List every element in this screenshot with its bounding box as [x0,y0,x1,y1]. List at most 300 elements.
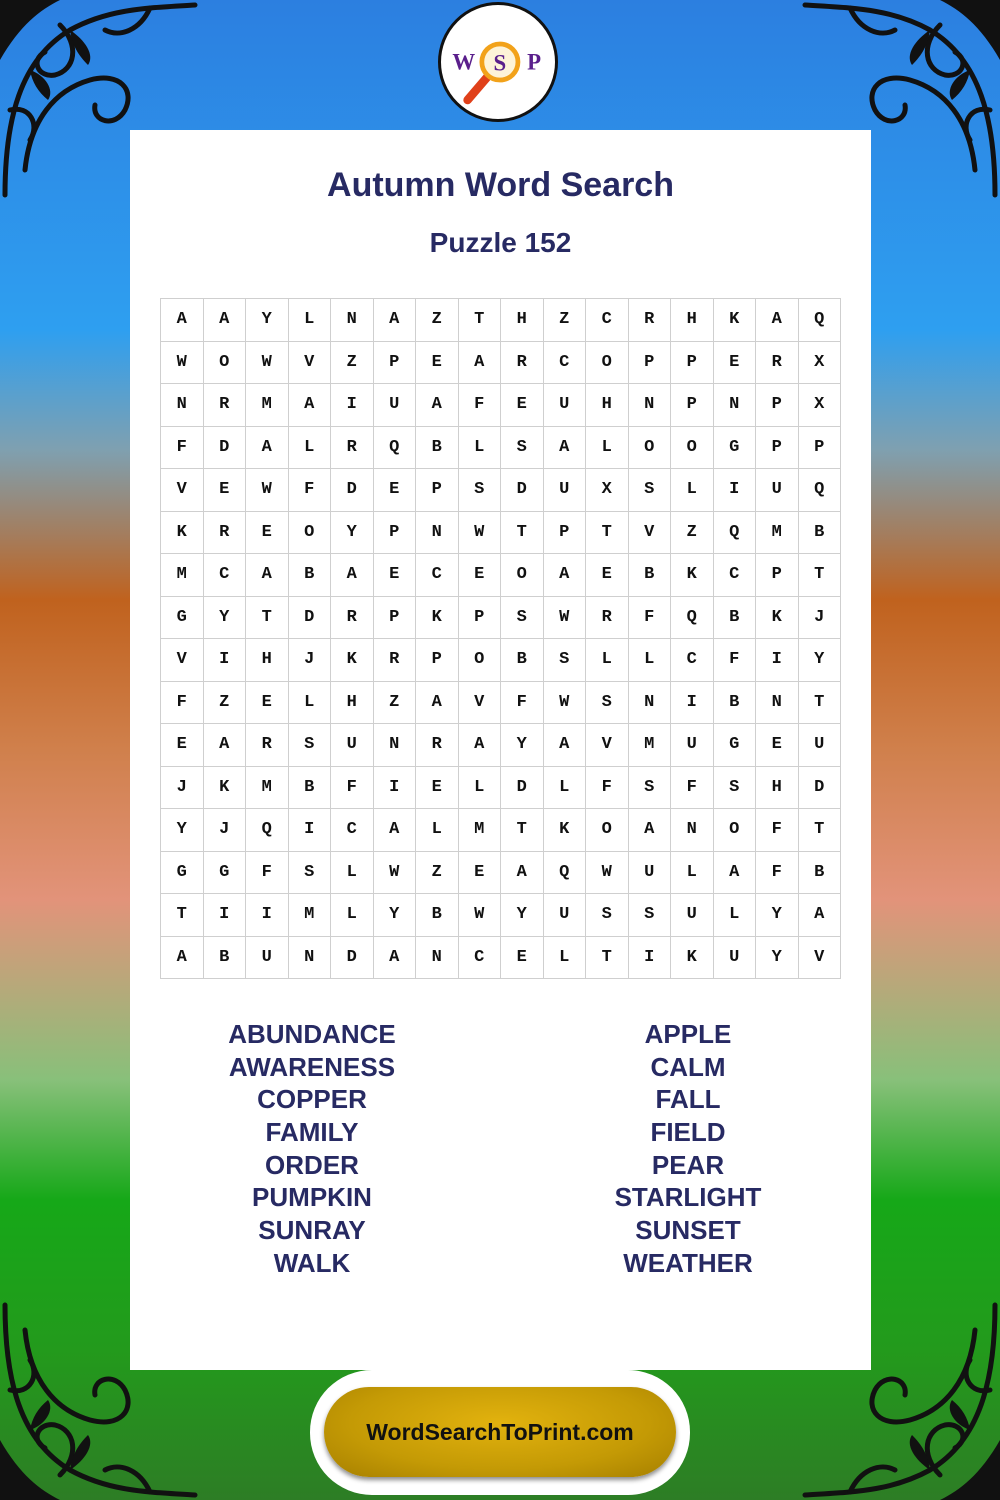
grid-cell: B [628,554,671,597]
grid-cell: A [501,851,544,894]
grid-row [161,469,841,512]
grid-cell: U [543,384,586,427]
wsp-logo [438,2,558,122]
grid-cell: Y [203,596,246,639]
grid-cell: M [246,766,289,809]
grid-cell: Q [543,851,586,894]
grid-cell: K [203,766,246,809]
grid-cell: L [288,299,331,342]
grid-cell: U [331,724,374,767]
grid-cell: I [628,936,671,979]
grid-cell: A [373,809,416,852]
grid-cell: D [203,426,246,469]
grid-cell: F [628,596,671,639]
grid-cell: Q [671,596,714,639]
grid-cell: Z [543,299,586,342]
grid-cell: L [628,639,671,682]
grid-cell: B [288,766,331,809]
grid-cell: U [373,384,416,427]
grid-cell: B [713,681,756,724]
grid-cell: R [501,341,544,384]
grid-cell: P [373,341,416,384]
grid-cell: O [288,511,331,554]
grid-cell: C [671,639,714,682]
grid-cell: S [628,894,671,937]
grid-cell: Z [331,341,374,384]
grid-cell: Y [798,639,841,682]
grid-cell: U [713,936,756,979]
grid-cell: W [543,681,586,724]
grid-cell: M [628,724,671,767]
grid-cell: K [671,554,714,597]
grid-cell: B [416,894,459,937]
grid-cell: B [501,639,544,682]
grid-cell: M [756,511,799,554]
grid-cell: N [288,936,331,979]
grid-cell: E [756,724,799,767]
grid-cell: S [288,724,331,767]
grid-cell: R [416,724,459,767]
grid-cell: U [671,724,714,767]
grid-cell: S [628,469,671,512]
grid-cell: C [586,299,629,342]
grid-cell: N [331,299,374,342]
grid-cell: L [543,766,586,809]
grid-cell: F [586,766,629,809]
word-list-item: PUMPKIN [252,1182,372,1213]
grid-row [161,384,841,427]
grid-cell: E [373,469,416,512]
grid-cell: I [203,639,246,682]
grid-cell: O [203,341,246,384]
grid-cell: F [161,426,204,469]
grid-cell: S [501,426,544,469]
grid-cell: A [543,426,586,469]
logo-letter-p: P [527,49,542,75]
grid-cell: R [331,596,374,639]
word-list-item: AWARENESS [228,1051,396,1082]
grid-cell: W [373,851,416,894]
grid-cell: Q [798,469,841,512]
grid-cell: R [203,511,246,554]
grid-cell: E [713,341,756,384]
grid-cell: E [246,511,289,554]
grid-cell: E [161,724,204,767]
grid-row [161,596,841,639]
grid-cell: D [331,469,374,512]
grid-cell: Z [671,511,714,554]
grid-cell: T [586,936,629,979]
word-list-item: FAMILY [265,1117,359,1148]
grid-cell: A [246,426,289,469]
grid-cell: S [458,469,501,512]
grid-cell: W [543,596,586,639]
grid-cell: L [713,894,756,937]
grid-cell: V [628,511,671,554]
grid-cell: C [543,341,586,384]
grid-cell: W [586,851,629,894]
grid-cell: D [798,766,841,809]
grid-cell: U [671,894,714,937]
grid-cell: T [458,299,501,342]
word-list-item: COPPER [257,1084,367,1115]
grid-cell: A [161,936,204,979]
grid-cell: A [798,894,841,937]
grid-cell: I [288,809,331,852]
grid-cell: P [416,469,459,512]
grid-cell: T [798,809,841,852]
grid-cell: R [756,341,799,384]
word-list-item: SUNSET [635,1215,741,1246]
grid-cell: P [416,639,459,682]
grid-row [161,681,841,724]
grid-cell: F [288,469,331,512]
grid-cell: N [713,384,756,427]
grid-cell: K [331,639,374,682]
site-label: WordSearchToPrint.com [366,1418,634,1445]
word-list-item: STARLIGHT [614,1182,762,1213]
grid-cell: V [161,469,204,512]
grid-cell: R [203,384,246,427]
grid-cell: E [246,681,289,724]
word-list-right [538,1018,838,1280]
puzzle-sheet [130,130,871,1370]
grid-cell: P [756,426,799,469]
grid-cell: K [161,511,204,554]
grid-cell: C [331,809,374,852]
grid-cell: U [798,724,841,767]
grid-cell: O [586,341,629,384]
grid-cell: S [586,681,629,724]
grid-cell: O [501,554,544,597]
grid-row [161,936,841,979]
grid-cell: A [416,384,459,427]
grid-cell: C [416,554,459,597]
grid-cell: D [331,936,374,979]
word-list-item: APPLE [644,1019,732,1049]
grid-cell: V [161,639,204,682]
grid-cell: W [161,341,204,384]
word-list-item: PEAR [651,1149,725,1180]
grid-cell: Y [501,894,544,937]
grid-row [161,341,841,384]
grid-cell: X [798,341,841,384]
grid-cell: B [203,936,246,979]
grid-cell: R [331,426,374,469]
grid-cell: J [798,596,841,639]
grid-cell: L [331,894,374,937]
grid-cell: E [416,766,459,809]
grid-cell: D [501,469,544,512]
grid-cell: B [798,511,841,554]
grid-cell: M [246,384,289,427]
grid-cell: L [586,639,629,682]
grid-cell: L [288,681,331,724]
grid-cell: J [288,639,331,682]
grid-cell: S [501,596,544,639]
grid-cell: X [798,384,841,427]
grid-cell: B [713,596,756,639]
grid-cell: H [671,299,714,342]
grid-cell: O [458,639,501,682]
grid-cell: Q [246,809,289,852]
grid-cell: P [373,511,416,554]
grid-cell: B [798,851,841,894]
grid-row [161,724,841,767]
grid-cell: U [756,469,799,512]
grid-row [161,894,841,937]
grid-cell: G [203,851,246,894]
grid-cell: A [458,341,501,384]
grid-cell: A [416,681,459,724]
word-list-item: ABUNDANCE [228,1019,396,1049]
grid-cell: H [331,681,374,724]
grid-cell: A [203,299,246,342]
word-list-item: FIELD [650,1117,726,1148]
grid-cell: I [246,894,289,937]
grid-cell: Z [373,681,416,724]
puzzle-number: Puzzle 152 [429,227,572,258]
grid-cell: T [246,596,289,639]
grid-cell: D [288,596,331,639]
grid-cell: F [331,766,374,809]
grid-cell: J [203,809,246,852]
grid-cell: V [288,341,331,384]
grid-cell: C [713,554,756,597]
grid-cell: U [543,469,586,512]
grid-row [161,766,841,809]
grid-cell: A [458,724,501,767]
grid-cell: P [373,596,416,639]
grid-cell: A [331,554,374,597]
grid-cell: R [586,596,629,639]
grid-cell: H [246,639,289,682]
grid-cell: E [458,554,501,597]
grid-row [161,851,841,894]
grid-cell: Y [373,894,416,937]
grid-cell: R [628,299,671,342]
grid-cell: T [501,511,544,554]
grid-cell: Y [756,936,799,979]
grid-cell: T [586,511,629,554]
grid-cell: P [756,384,799,427]
grid-cell: T [798,681,841,724]
grid-cell: Y [756,894,799,937]
grid-cell: W [458,511,501,554]
grid-cell: N [756,681,799,724]
grid-cell: L [543,936,586,979]
grid-row [161,426,841,469]
word-list-item: WALK [273,1247,351,1278]
grid-cell: F [501,681,544,724]
grid-cell: H [501,299,544,342]
grid-cell: A [288,384,331,427]
grid-cell: T [161,894,204,937]
grid-cell: W [246,469,289,512]
grid-cell: A [543,724,586,767]
grid-cell: L [458,766,501,809]
letter-grid [160,298,841,979]
grid-cell: Q [713,511,756,554]
grid-cell: G [713,724,756,767]
grid-cell: U [246,936,289,979]
grid-cell: I [373,766,416,809]
word-list-left [162,1018,462,1280]
grid-cell: V [586,724,629,767]
grid-cell: M [161,554,204,597]
grid-cell: F [756,851,799,894]
grid-cell: R [246,724,289,767]
grid-cell: A [161,299,204,342]
grid-cell: L [288,426,331,469]
grid-cell: E [203,469,246,512]
grid-cell: L [331,851,374,894]
word-list-item: ORDER [265,1149,359,1180]
grid-cell: F [246,851,289,894]
grid-cell: L [416,809,459,852]
site-link-button[interactable] [324,1387,676,1477]
grid-cell: V [798,936,841,979]
grid-cell: G [161,596,204,639]
grid-cell: F [713,639,756,682]
grid-row [161,639,841,682]
grid-cell: L [458,426,501,469]
grid-cell: E [373,554,416,597]
grid-cell: L [586,426,629,469]
grid-cell: I [713,469,756,512]
grid-cell: R [373,639,416,682]
grid-cell: N [416,511,459,554]
grid-cell: I [671,681,714,724]
grid-cell: M [288,894,331,937]
grid-cell: W [458,894,501,937]
grid-cell: N [628,681,671,724]
grid-cell: S [288,851,331,894]
grid-cell: P [458,596,501,639]
grid-cell: G [713,426,756,469]
grid-cell: I [203,894,246,937]
grid-cell: C [203,554,246,597]
grid-cell: V [458,681,501,724]
grid-cell: B [416,426,459,469]
grid-cell: O [713,809,756,852]
grid-cell: S [628,766,671,809]
grid-cell: H [586,384,629,427]
grid-cell: A [543,554,586,597]
grid-cell: P [671,341,714,384]
grid-cell: A [373,299,416,342]
grid-cell: L [671,469,714,512]
grid-cell: N [161,384,204,427]
grid-cell: A [628,809,671,852]
grid-cell: D [501,766,544,809]
grid-cell: E [416,341,459,384]
grid-cell: N [373,724,416,767]
grid-cell: W [246,341,289,384]
grid-cell: H [756,766,799,809]
grid-cell: E [501,384,544,427]
grid-cell: Q [373,426,416,469]
grid-cell: E [458,851,501,894]
grid-cell: Z [416,299,459,342]
grid-cell: F [458,384,501,427]
word-list-item: CALM [650,1051,726,1082]
grid-cell: T [798,554,841,597]
grid-cell: A [756,299,799,342]
grid-cell: Y [246,299,289,342]
grid-cell: K [416,596,459,639]
grid-cell: I [756,639,799,682]
puzzle-title: Autumn Word Search [327,166,674,204]
grid-cell: A [203,724,246,767]
grid-row [161,299,841,342]
logo-letter-s: S [493,50,507,76]
grid-cell: Q [798,299,841,342]
grid-cell: K [671,936,714,979]
grid-row [161,511,841,554]
grid-cell: A [373,936,416,979]
grid-cell: F [161,681,204,724]
grid-cell: A [713,851,756,894]
grid-cell: I [331,384,374,427]
grid-cell: Z [416,851,459,894]
grid-cell: M [458,809,501,852]
grid-cell: N [671,809,714,852]
grid-cell: O [628,426,671,469]
grid-cell: E [501,936,544,979]
grid-cell: P [756,554,799,597]
grid-cell: G [161,851,204,894]
grid-cell: Z [203,681,246,724]
word-list-item: FALL [655,1084,721,1115]
grid-cell: N [628,384,671,427]
grid-cell: C [458,936,501,979]
grid-cell: A [246,554,289,597]
grid-cell: X [586,469,629,512]
grid-cell: U [628,851,671,894]
word-list-item: SUNRAY [258,1215,366,1246]
grid-cell: B [288,554,331,597]
grid-cell: S [543,639,586,682]
grid-cell: O [671,426,714,469]
grid-cell: F [671,766,714,809]
grid-cell: Y [161,809,204,852]
grid-cell: J [161,766,204,809]
grid-cell: P [798,426,841,469]
grid-cell: P [628,341,671,384]
grid-cell: O [586,809,629,852]
grid-cell: K [713,299,756,342]
grid-cell: T [501,809,544,852]
grid-cell: F [756,809,799,852]
grid-cell: P [543,511,586,554]
grid-row [161,809,841,852]
grid-row [161,554,841,597]
grid-cell: K [543,809,586,852]
grid-cell: K [756,596,799,639]
logo-letter-w: W [452,49,476,75]
grid-cell: Y [501,724,544,767]
grid-cell: Y [331,511,374,554]
word-list-item: WEATHER [623,1247,753,1278]
grid-cell: S [713,766,756,809]
grid-cell: P [671,384,714,427]
grid-cell: S [586,894,629,937]
grid-cell: E [586,554,629,597]
grid-cell: N [416,936,459,979]
grid-cell: L [671,851,714,894]
grid-cell: U [543,894,586,937]
